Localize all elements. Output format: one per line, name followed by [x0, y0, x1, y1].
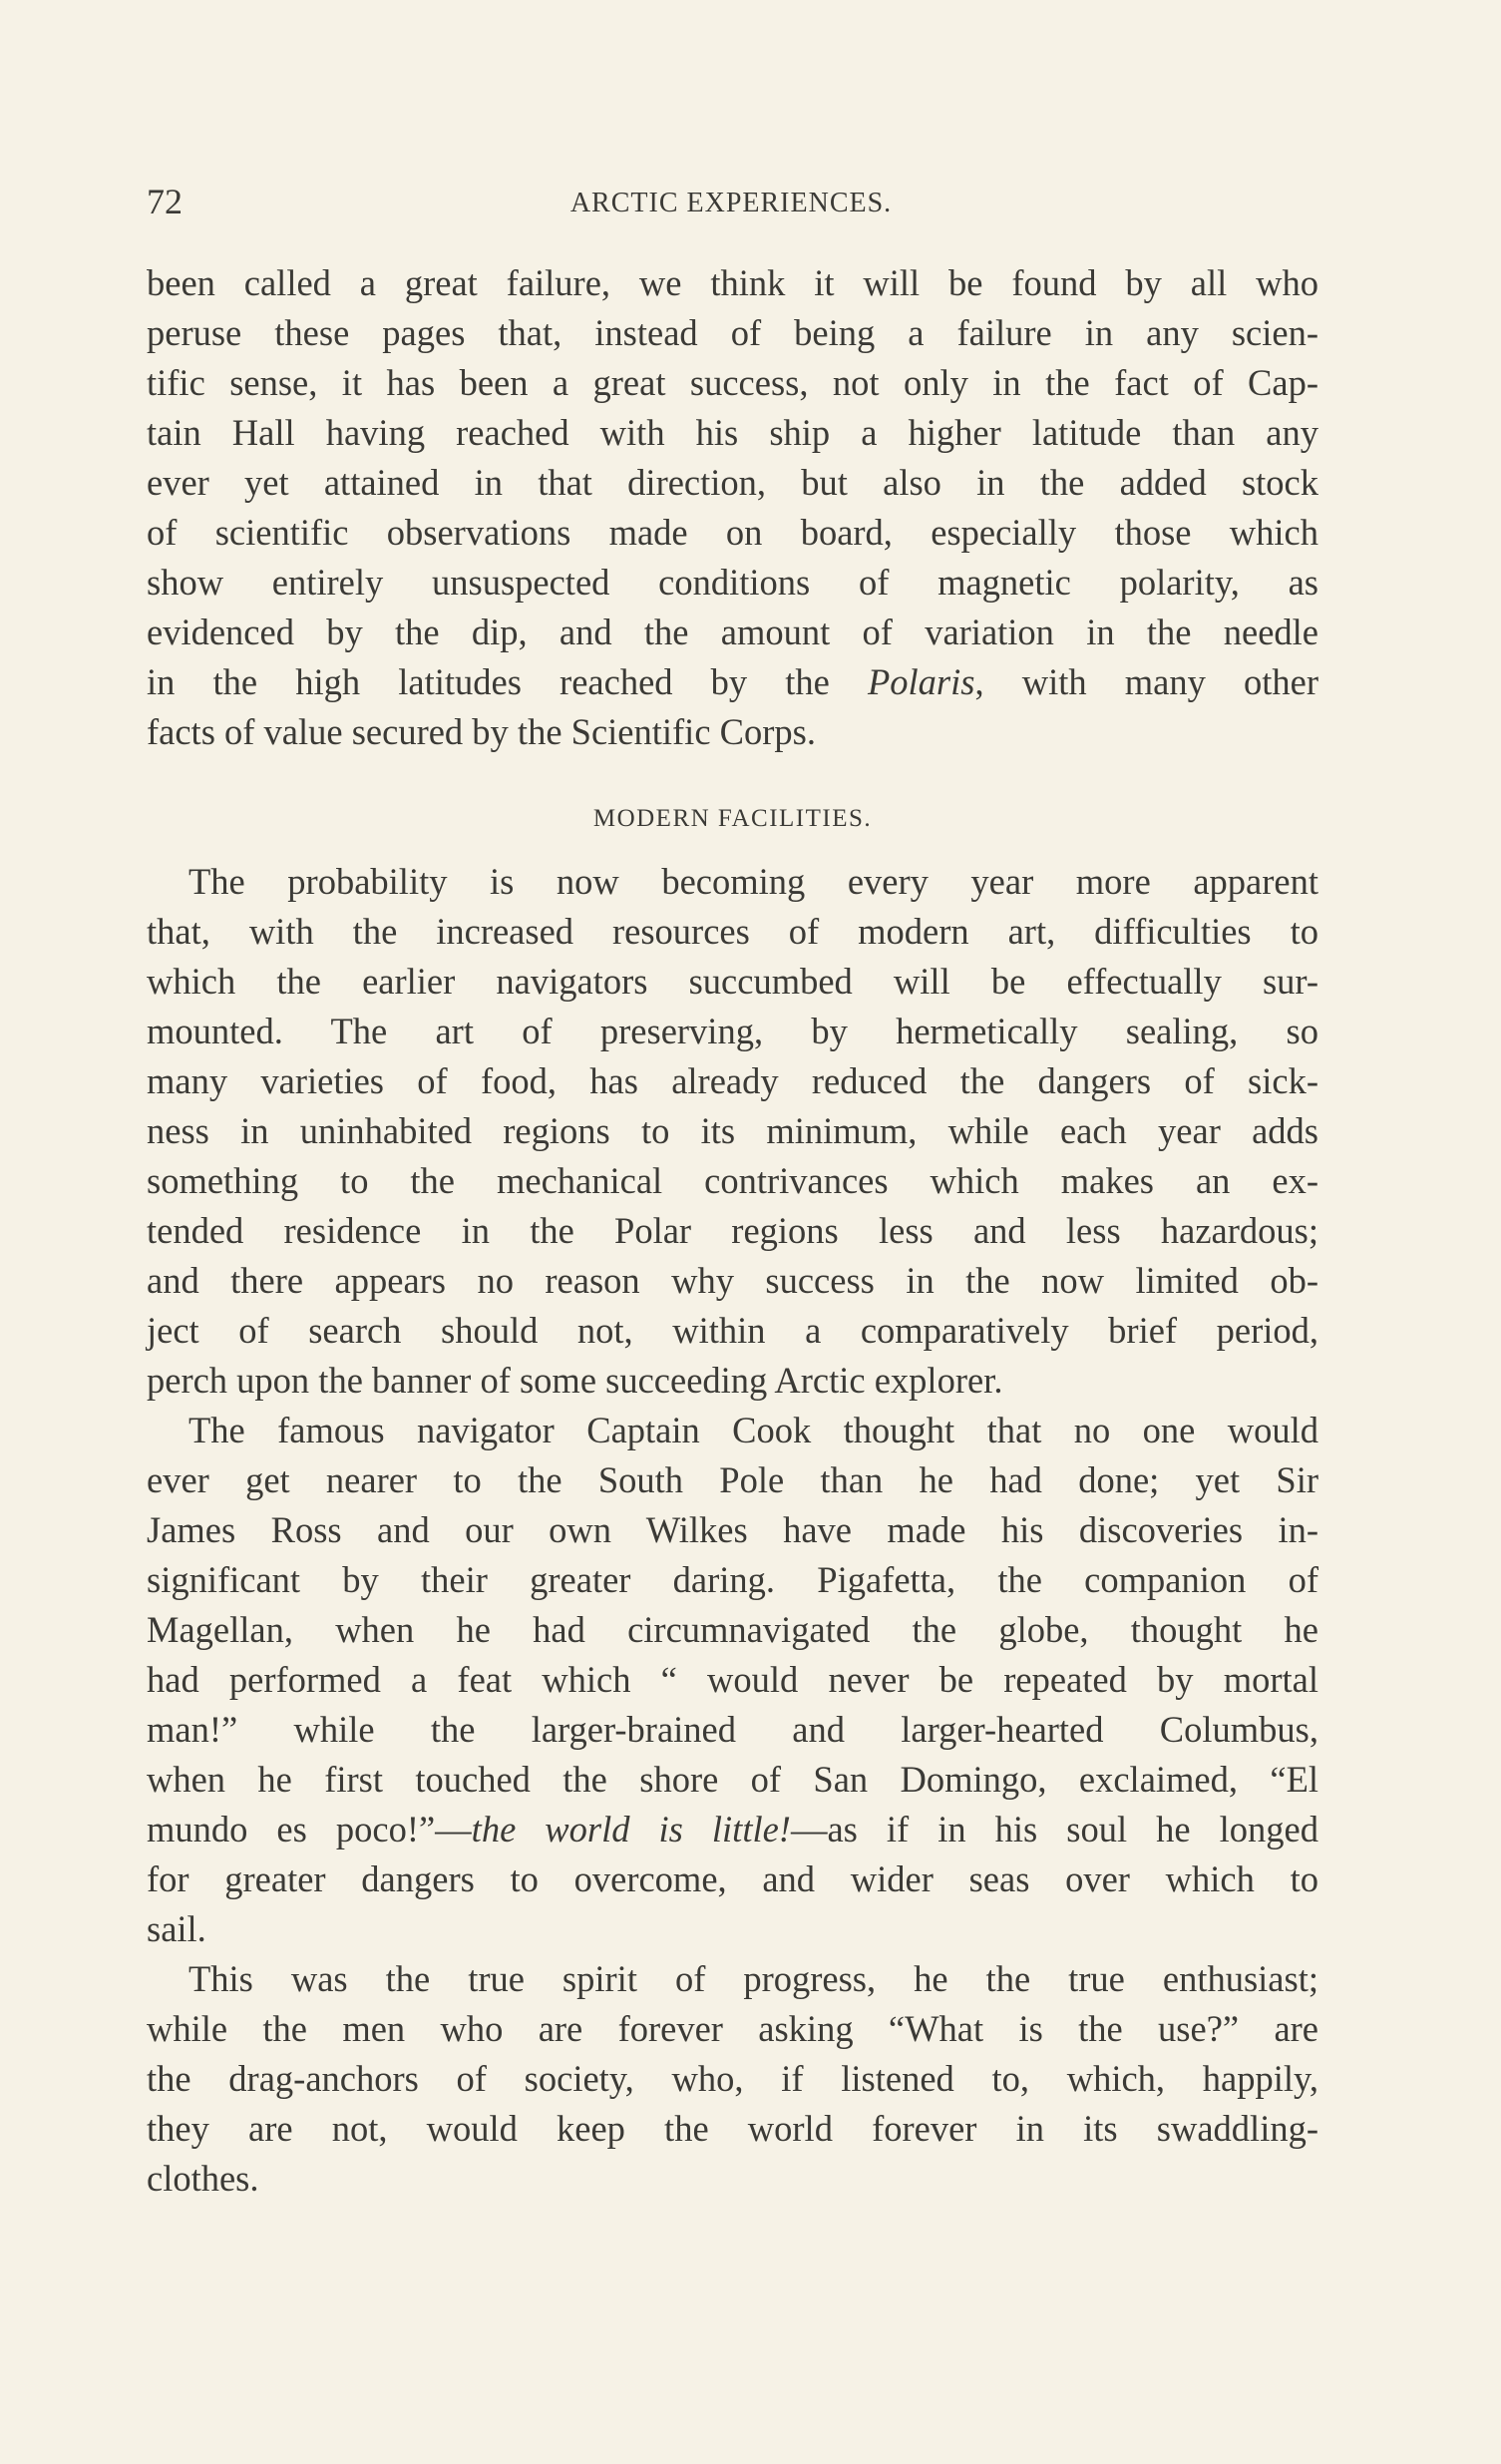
text-segment: facts of value secured by the Scientific Corps. [147, 711, 816, 752]
text-segment: Magellan, when he had circumnavigated the globe, thought he [147, 1609, 1318, 1650]
text-line [147, 1007, 1318, 1056]
text-segment: James Ross and our own Wilkes have made his discoveries in- [147, 1509, 1318, 1550]
text-line [147, 1954, 1318, 2004]
text-segment: —as if in his soul he longed [790, 1809, 1318, 1849]
text-line [147, 1406, 1318, 1455]
paragraph [147, 1954, 1318, 2204]
text-segment: they are not, would keep the world forever in its swaddling- [147, 2108, 1318, 2149]
text-line [147, 857, 1318, 907]
text-line [147, 707, 1318, 757]
text-segment: the drag-anchors of society, who, if listened to, which, happily, [147, 2058, 1318, 2099]
text-line [147, 1854, 1318, 1904]
text-segment: been called a great failure, we think it will be found by all who [147, 262, 1318, 303]
text-line [147, 1156, 1318, 1206]
text-segment: evidenced by the dip, and the amount of variation in the needle [147, 612, 1318, 652]
text-segment: something to the mechanical contrivances which makes an ex- [147, 1160, 1318, 1201]
text-line [147, 1655, 1318, 1705]
text-segment: This was the true spirit of progress, he the true enthusiast; [188, 1958, 1318, 1999]
text-line [147, 558, 1318, 608]
running-title: ARCTIC EXPERIENCES. [569, 188, 893, 218]
text-line [147, 1306, 1318, 1356]
text-line [147, 907, 1318, 957]
text-segment: many varieties of food, has already reduced the dangers of sick- [147, 1060, 1318, 1101]
text-segment: of scientific observations made on board, especially those which [147, 512, 1318, 553]
text-line [147, 1605, 1318, 1655]
text-segment: show entirely unsuspected conditions of magnetic polarity, as [147, 562, 1318, 603]
page-number: 72 [147, 182, 183, 221]
text-segment: while the men who are forever asking “What is the use?” are [147, 2008, 1318, 2049]
text-line [147, 408, 1318, 458]
text-line [147, 1056, 1318, 1106]
text-segment: ject of search should not, within a comparatively brief period, [147, 1310, 1318, 1351]
text-segment: that, with the increased resources of modern art, difficulties to [147, 911, 1318, 952]
text-segment: in the high latitudes reached by the [147, 661, 868, 702]
text-segment: had performed a feat which “ would never be repeated by mortal [147, 1659, 1318, 1700]
text-line [147, 2004, 1318, 2054]
body-text [147, 258, 1318, 2204]
text-line [147, 2154, 1318, 2204]
text-segment: tain Hall having reached with his ship a higher latitude than any [147, 412, 1318, 453]
text-line [147, 308, 1318, 358]
text-segment: perch upon the banner of some succeeding Arctic explorer. [147, 1360, 1003, 1401]
text-segment: clothes. [147, 2158, 259, 2199]
text-line [147, 608, 1318, 657]
text-segment: when he first touched the shore of San Domingo, exclaimed, “El [147, 1759, 1318, 1800]
text-segment: The probability is now becoming every year more apparent [188, 861, 1318, 902]
italic-text: Polaris [868, 661, 975, 702]
text-line [147, 1555, 1318, 1605]
text-line [147, 1755, 1318, 1805]
text-line [147, 1256, 1318, 1306]
section-heading: MODERN FACILITIES. [592, 805, 873, 832]
text-line [147, 1705, 1318, 1755]
italic-text: the world is little! [471, 1809, 791, 1849]
text-line [147, 1805, 1318, 1854]
text-line [147, 1106, 1318, 1156]
text-segment: ness in uninhabited regions to its minimum, while each year adds [147, 1110, 1318, 1151]
text-segment: ever yet attained in that direction, but also in the added stock [147, 462, 1318, 503]
text-line [147, 657, 1318, 707]
paragraph [147, 1406, 1318, 1954]
text-line [147, 1505, 1318, 1555]
text-line [147, 2054, 1318, 2104]
text-segment: tended residence in the Polar regions less and less hazardous; [147, 1210, 1318, 1251]
text-line [147, 458, 1318, 508]
text-line [147, 508, 1318, 558]
text-line [147, 358, 1318, 408]
paragraph [147, 857, 1318, 1406]
text-segment: significant by their greater daring. Pigafetta, the companion of [147, 1559, 1318, 1600]
text-segment: tific sense, it has been a great success, not only in the fact of Cap- [147, 362, 1318, 403]
text-segment: ever get nearer to the South Pole than he had done; yet Sir [147, 1459, 1318, 1500]
text-line [147, 1455, 1318, 1505]
text-segment: and there appears no reason why success in the now limited ob- [147, 1260, 1318, 1301]
text-line [147, 258, 1318, 308]
text-segment: peruse these pages that, instead of being a failure in any scien- [147, 312, 1318, 353]
text-segment: man!” while the larger-brained and larger-hearted Columbus, [147, 1709, 1318, 1750]
paragraph [147, 258, 1318, 757]
text-segment: The famous navigator Captain Cook thought that no one would [188, 1410, 1318, 1450]
text-segment: which the earlier navigators succumbed will be effectually sur- [147, 961, 1318, 1002]
text-line [147, 2104, 1318, 2154]
text-line [147, 957, 1318, 1007]
text-line [147, 1206, 1318, 1256]
text-segment: for greater dangers to overcome, and wider seas over which to [147, 1858, 1318, 1899]
text-segment: mounted. The art of preserving, by hermetically sealing, so [147, 1011, 1318, 1051]
text-segment: mundo es poco!”— [147, 1809, 472, 1849]
text-line [147, 1356, 1318, 1406]
text-segment: sail. [147, 1908, 206, 1949]
text-segment: , with many other [974, 661, 1318, 702]
text-line [147, 1904, 1318, 1954]
